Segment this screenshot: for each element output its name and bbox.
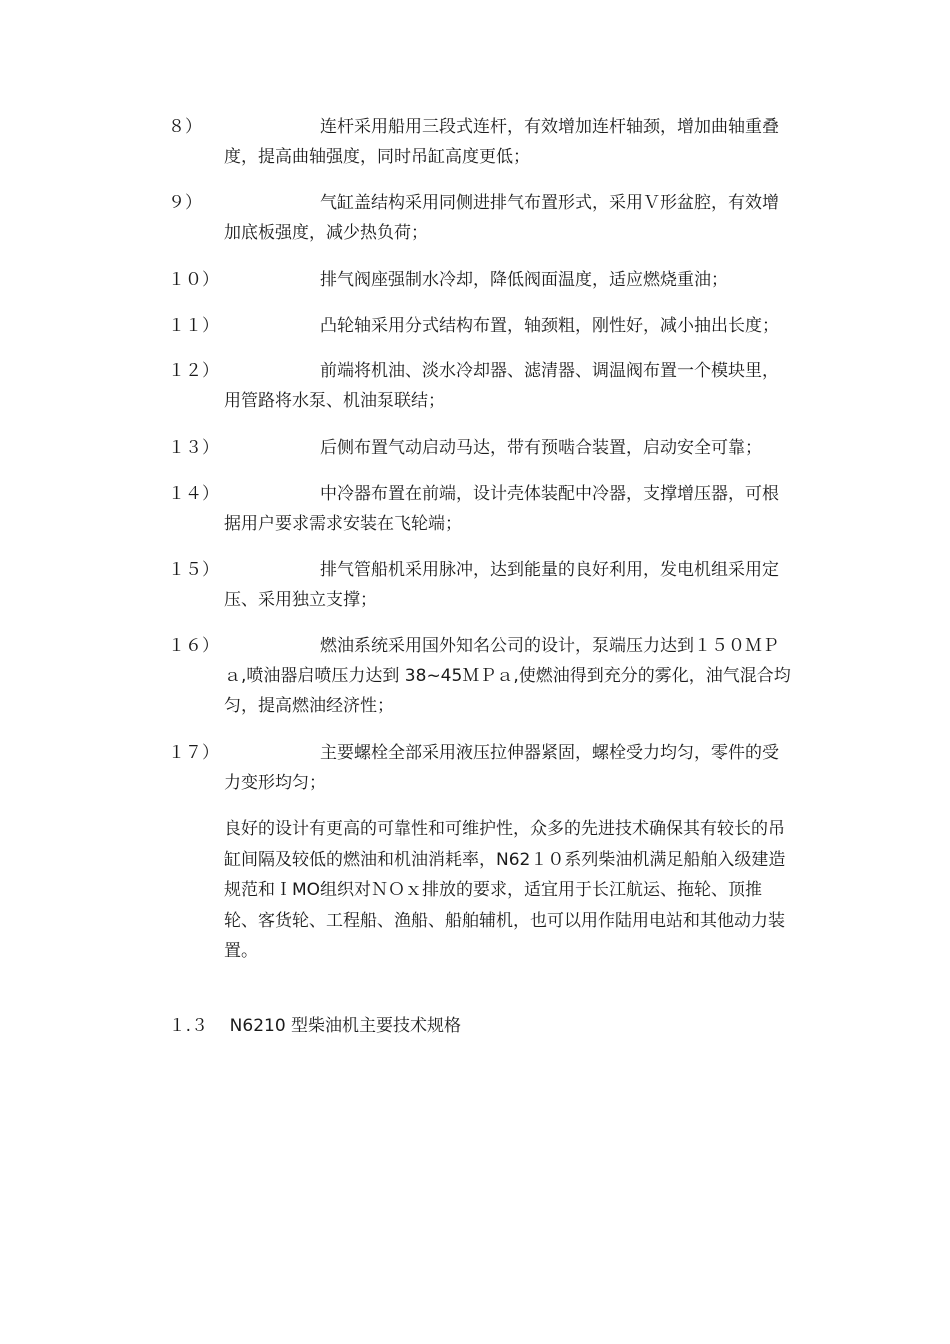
summary-paragraph xyxy=(224,814,814,967)
item-text-line1: 气缸盖结构采用同侧进排气布置形式，采用Ｖ形盆腔，有效增 xyxy=(320,193,779,213)
item-number: １４） xyxy=(168,484,219,504)
item-text-line2: 用管路将水泵、机油泵联结； xyxy=(224,391,445,411)
summary-line: 置。 xyxy=(224,941,258,961)
section-title: N6210 型柴油机主要技术规格 xyxy=(229,1016,462,1036)
item-number: １２） xyxy=(168,361,219,381)
item-text-line1: 中冷器布置在前端，设计壳体装配中冷器，支撑增压器，可根 xyxy=(320,484,779,504)
item-text-line1: 排气管船机采用脉冲，达到能量的良好利用，发电机组采用定 xyxy=(320,560,779,580)
item-number: １５） xyxy=(168,560,219,580)
summary-line: 规范和ＩMO组织对ＮＯｘ排放的要求，适宜用于长江航运、拖轮、顶推 xyxy=(224,880,763,900)
item-number: １１） xyxy=(168,316,219,336)
item-number: １３） xyxy=(168,438,219,458)
section-heading xyxy=(147,981,461,1071)
item-number: ８） xyxy=(168,117,202,137)
item-text-line2: ａ,喷油器启喷压力达到 38~45ＭＰａ,使燃油得到充分的雾化，油气混合均 xyxy=(224,666,791,686)
item-text-line2: 压、采用独立支撑； xyxy=(224,590,377,610)
item-text-line1: 主要螺栓全部采用液压拉伸器紧固，螺栓受力均匀，零件的受 xyxy=(320,743,779,763)
section-number: １.３ xyxy=(168,1016,209,1036)
item-number: １０） xyxy=(168,270,219,290)
summary-line: 轮、客货轮、工程船、渔船、船舶辅机，也可以用作陆用电站和其他动力装 xyxy=(224,910,785,931)
item-number: ９） xyxy=(168,193,202,213)
item-text-line2: 力变形均匀； xyxy=(224,773,326,793)
item-text-line1: 凸轮轴采用分式结构布置，轴颈粗，刚性好，减小抽出长度； xyxy=(320,316,779,336)
item-text-line1: 后侧布置气动启动马达，带有预啮合装置，启动安全可靠； xyxy=(320,438,762,458)
item-text-line1: 连杆采用船用三段式连杆，有效增加连杆轴颈，增加曲轴重叠 xyxy=(320,117,779,137)
item-text-line2: 加底板强度，减少热负荷； xyxy=(224,223,428,243)
summary-line: 缸间隔及较低的燃油和机油消耗率，N62１０系列柴油机满足船舶入级建造 xyxy=(224,849,786,870)
item-text-line2: 据用户要求需求安装在飞轮端； xyxy=(224,514,462,534)
item-number: １６） xyxy=(168,636,219,656)
item-number: １７） xyxy=(168,743,219,763)
item-text-line1: 前端将机油、淡水冷却器、滤清器、调温阀布置一个模块里， xyxy=(320,361,779,381)
item-text-line1: 排气阀座强制水冷却，降低阀面温度，适应燃烧重油； xyxy=(320,270,728,290)
item-text-line1: 燃油系统采用国外知名公司的设计，泵端压力达到１５０ＭＰ xyxy=(320,636,779,656)
summary-line: 良好的设计有更高的可靠性和可维护性，众多的先进技术确保其有较长的吊 xyxy=(224,819,785,839)
item-text-line2: 度，提高曲轴强度，同时吊缸高度更低； xyxy=(224,147,530,167)
item-text-line3: 匀，提高燃油经济性； xyxy=(224,696,394,716)
